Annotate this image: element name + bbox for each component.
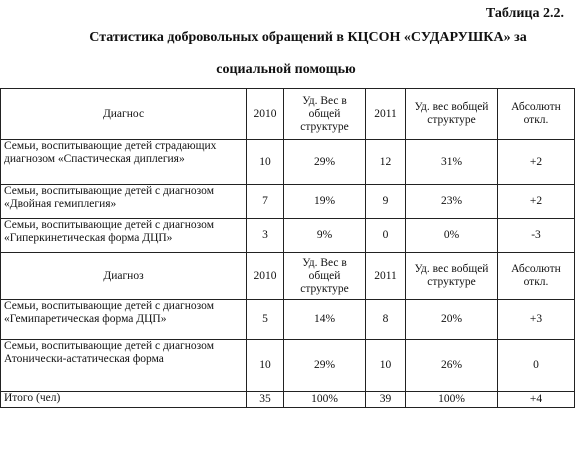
table-row: [1, 185, 575, 219]
absolute-deviation-cell: +3: [498, 300, 575, 340]
header-share-2010: Уд. Вес в общей структуре: [284, 253, 366, 300]
share-2010-cell: 9%: [284, 219, 366, 253]
statistics-table: [0, 88, 575, 408]
table-row: [1, 300, 575, 340]
share-2011-cell: 23%: [406, 185, 498, 219]
absolute-deviation-cell: +2: [498, 185, 575, 219]
table-header-row-repeat: [1, 253, 575, 300]
table-caption: Таблица 2.2.: [485, 6, 564, 21]
table-row: [1, 219, 575, 253]
total-label-cell: Итого (чел): [1, 392, 247, 408]
header-absolute-deviation: Абсолютн откл.: [498, 89, 575, 140]
value-2011-cell: 0: [366, 219, 406, 253]
absolute-deviation-cell: -3: [498, 219, 575, 253]
total-absolute-deviation-cell: +4: [498, 392, 575, 408]
value-2010-cell: 7: [247, 185, 284, 219]
header-year-2010: 2010: [247, 253, 284, 300]
total-2011-cell: 39: [366, 392, 406, 408]
table-total-row: [1, 392, 575, 408]
table-row: [1, 140, 575, 185]
header-share-2011: Уд. вес вобщей структуре: [406, 89, 498, 140]
document-title: Статистика добровольных обращений в КЦСОН «СУДАРУШКА» за: [89, 30, 527, 45]
share-2011-cell: 20%: [406, 300, 498, 340]
share-2011-cell: 26%: [406, 340, 498, 392]
value-2011-cell: 8: [366, 300, 406, 340]
share-2010-cell: 29%: [284, 140, 366, 185]
header-year-2011: 2011: [366, 253, 406, 300]
diagnosis-cell: Семьи, воспитывающие детей с диагнозом Атонически-астатическая форма: [1, 340, 247, 392]
header-absolute-deviation: Абсолютн откл.: [498, 253, 575, 300]
absolute-deviation-cell: +2: [498, 140, 575, 185]
diagnosis-cell: Семьи, воспитывающие детей с диагнозом «Гиперкинетическая форма ДЦП»: [1, 219, 247, 253]
diagnosis-cell: Семьи, воспитывающие детей страдающих диагнозом «Спастическая диплегия»: [1, 140, 247, 185]
value-2010-cell: 10: [247, 140, 284, 185]
header-year-2010: 2010: [247, 89, 284, 140]
header-share-2010: Уд. Вес в общей структуре: [284, 89, 366, 140]
header-diagnosis: Диагнос: [1, 89, 247, 140]
value-2011-cell: 9: [366, 185, 406, 219]
total-share-2011-cell: 100%: [406, 392, 498, 408]
share-2010-cell: 14%: [284, 300, 366, 340]
diagnosis-cell: Семьи, воспитывающие детей с диагнозом «Двойная гемиплегия»: [1, 185, 247, 219]
header-year-2011: 2011: [366, 89, 406, 140]
absolute-deviation-cell: 0: [498, 340, 575, 392]
diagnosis-cell: Семьи, воспитывающие детей с диагнозом «Гемипаретическая форма ДЦП»: [1, 300, 247, 340]
total-2010-cell: 35: [247, 392, 284, 408]
share-2010-cell: 29%: [284, 340, 366, 392]
document-title-continuation: социальной помощью: [216, 62, 356, 77]
share-2010-cell: 19%: [284, 185, 366, 219]
header-diagnosis: Диагноз: [1, 253, 247, 300]
share-2011-cell: 31%: [406, 140, 498, 185]
table-header-row: [1, 89, 575, 140]
share-2011-cell: 0%: [406, 219, 498, 253]
table-row: [1, 340, 575, 392]
value-2011-cell: 10: [366, 340, 406, 392]
value-2011-cell: 12: [366, 140, 406, 185]
value-2010-cell: 10: [247, 340, 284, 392]
total-share-2010-cell: 100%: [284, 392, 366, 408]
value-2010-cell: 3: [247, 219, 284, 253]
header-share-2011: Уд. вес вобщей структуре: [406, 253, 498, 300]
value-2010-cell: 5: [247, 300, 284, 340]
